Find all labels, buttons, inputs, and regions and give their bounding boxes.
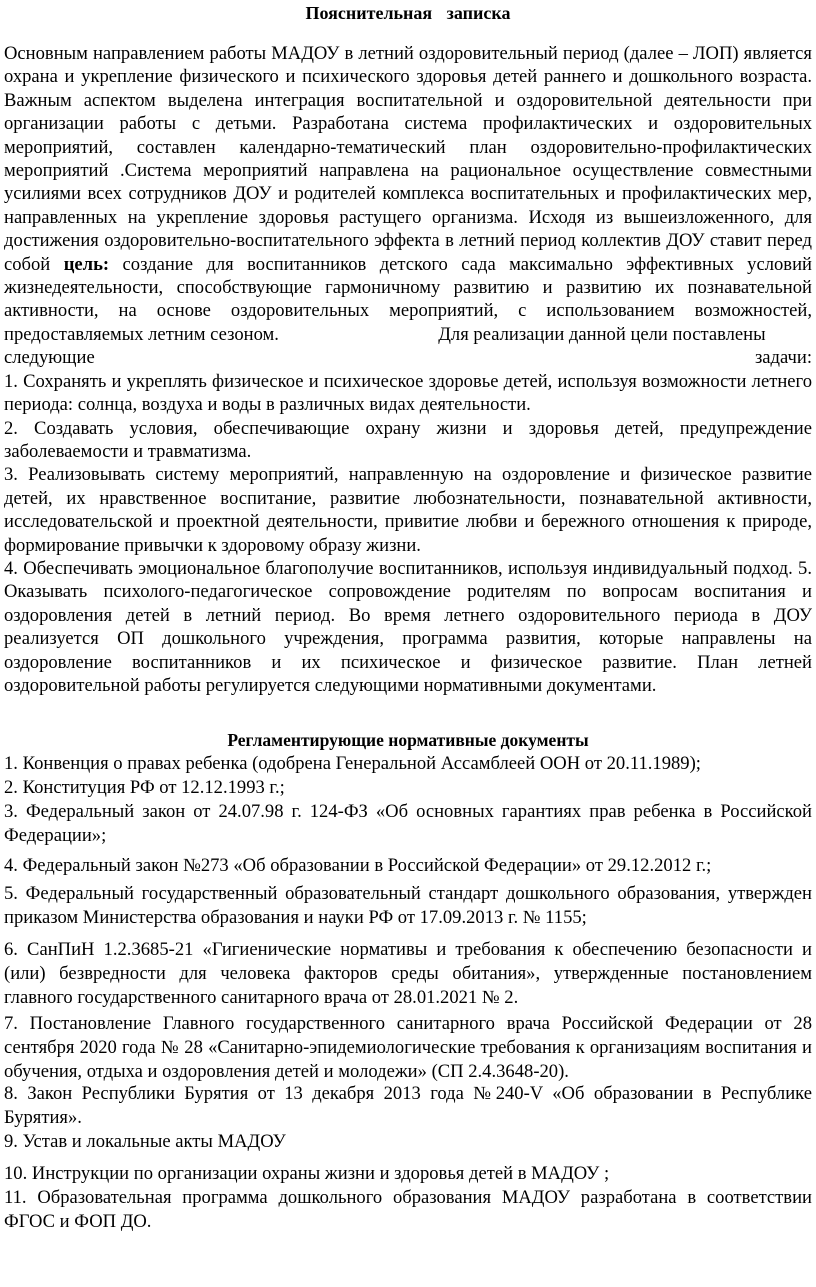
tasks-intro-c: задачи:	[754, 347, 812, 369]
tasks-intro-line	[4, 346, 812, 369]
document-item: 7. Постановление Главного государственного санитарного врача Российской Федерации от 28 сентября 2020 года № 28 «Санитарно-эпидемиологические требования к организациям воспитания и обучения, отдыха и оздоровления детей и молодежи» (СП 2.4.3648-20).	[4, 1013, 812, 1082]
document-item: 5. Федеральный государственный образовательный стандарт дошкольного образования, утвержден приказом Министерства образования и науки РФ от 17.09.2013 г. № 1155;	[4, 883, 812, 928]
tasks-intro-a: Для реализации данной цели поставлены	[438, 323, 766, 345]
document-item: 10. Инструкции по организации охраны жизни и здоровья детей в МАДОУ ;	[4, 1163, 610, 1184]
intro-paragraph	[4, 42, 812, 697]
document-item: 1. Конвенция о правах ребенка (одобрена Генеральной Ассамблеей ООН от 20.11.1989);	[4, 753, 701, 774]
documents-heading: Регламентирующие нормативные документы	[227, 730, 589, 750]
task-item: 1. Сохранять и укреплять физическое и психическое здоровье детей, используя возможности летнего периода: солнца, воздуха и воды в различных видах деятельности.	[4, 370, 812, 416]
document-item: 3. Федеральный закон от 24.07.98 г. 124-ФЗ «Об основных гарантиях прав ребенка в Российской Федерации»;	[4, 801, 812, 846]
document-item: 11. Образовательная программа дошкольного образования МАДОУ разработана в соответствии ФГОС и ФОП ДО.	[4, 1187, 812, 1232]
page-title: Пояснительная записка	[305, 3, 511, 23]
document-item: 4. Федеральный закон №273 «Об образовании в Российской Федерации» от 29.12.2012 г.;	[4, 855, 712, 876]
task-item: 3. Реализовывать систему мероприятий, направленную на оздоровление и физическое развитие детей, их нравственное воспитание, развитие любознательности, познавательной активности, исследовательской и проектной деятельности, привитие любви и бережного отношения к природе, формирование привычки к здоровому образу жизни.	[4, 464, 812, 556]
document-item: 8. Закон Республики Бурятия от 13 декабря 2013 года №240-V «Об образовании в Республике Бурятия».	[4, 1083, 812, 1128]
document-item: 9. Устав и локальные акты МАДОУ	[4, 1131, 286, 1152]
goal-label: цель:	[63, 253, 110, 275]
intro-text: Основным направлением работы МАДОУ в летний оздоровительный период (далее – ЛОП) является охрана и укрепление физического и психического здоровья детей раннего и дошкольного возраста. Важным аспектом выделена интеграция воспитательной и оздоровительной деятельности при организации работы с детьми. Разработана система профилактических и оздоровительных мероприятий, составлен календарно-тематический план оздоровительно-профилактических мероприятий .Система мероприятий направлена на рациональное осуществление совместными усилиями всех сотрудников ДОУ и родителей комплекса воспитательных и профилактических мер, направленных на укрепление здоровья растущего организма. Исходя из вышеизложенного, для достижения оздоровительно-воспитательного эффекта в летний период коллектив ДОУ ставит перед собой	[4, 43, 812, 275]
tasks-intro-b: следующие	[4, 347, 95, 369]
document-item: 6. СанПиН 1.2.3685-21 «Гигиенические нормативы и требования к обеспечению безопасности и (или) безвредности для человека факторов среды обитания», утвержденные постановлением главного государственного санитарного врача от 28.01.2021 № 2.	[4, 939, 812, 1008]
document-item: 2. Конституция РФ от 12.12.1993 г.;	[4, 777, 285, 798]
task-item: 2. Создавать условия, обеспечивающие охрану жизни и здоровья детей, предупреждение заболеваемости и травматизма.	[4, 417, 812, 462]
goal-text: создание для воспитанников детского сада максимально эффективных условий жизнедеятельности, способствующие гармоничному развитию и развитию их познавательной активности, на основе оздоровительных мероприятий, с использованием возможностей, предоставляемых летним сезоном.	[4, 253, 812, 345]
task-item: 4. Обеспечивать эмоциональное благополучие воспитанников, используя индивидуальный подход. 5. Оказывать психолого-педагогическое сопровождение родителям по вопросам воспитания и оздоровления детей в летний период. Во время летнего оздоровительного периода в ДОУ реализуется ОП дошкольного учреждения, программа развития, которые направлены на оздоровление воспитанников и их психическое и физическое развитие. План летней оздоровительной работы регулируется следующими нормативными документами.	[4, 557, 812, 696]
